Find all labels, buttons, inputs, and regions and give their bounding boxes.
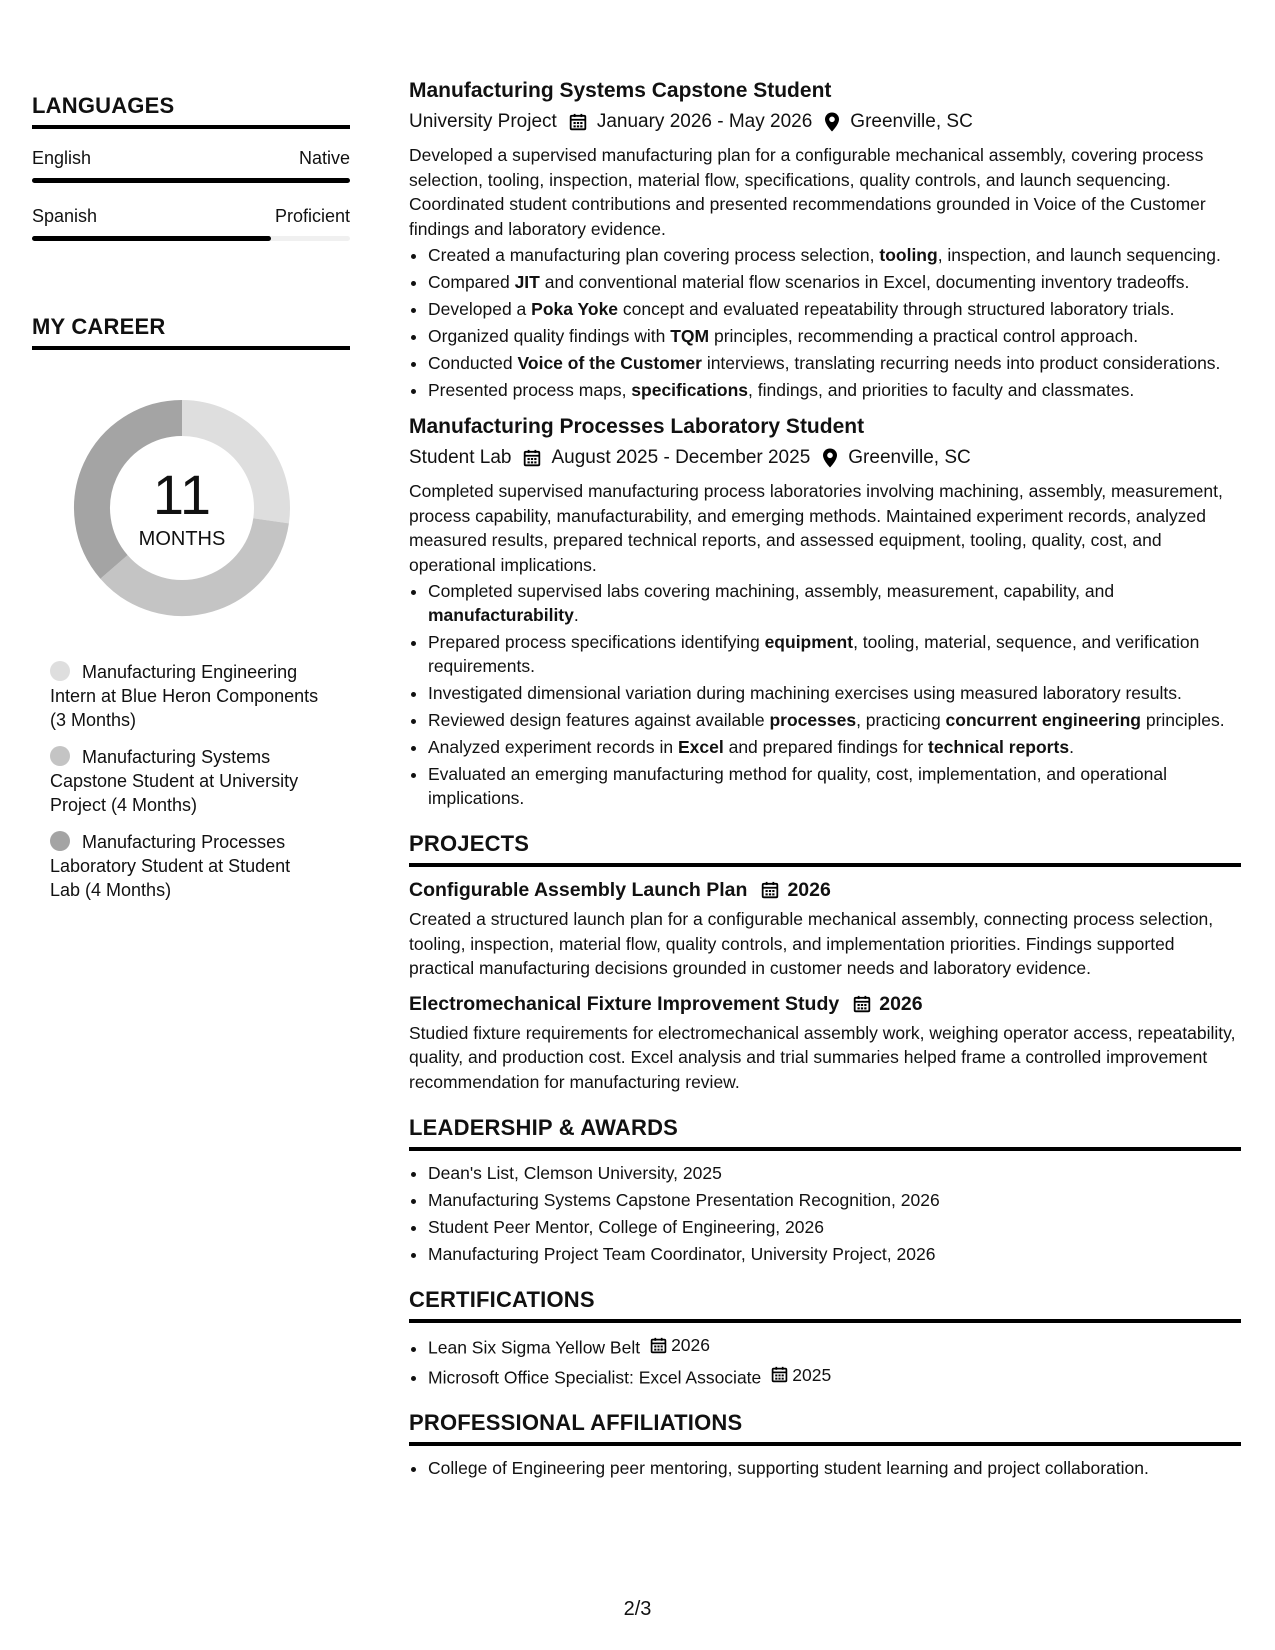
certification-name: Microsoft Office Specialist: Excel Associate — [428, 1367, 762, 1387]
certification-year: 2025 — [792, 1364, 832, 1385]
bullet-text: Compared — [428, 272, 515, 292]
bullet-item — [428, 351, 1241, 375]
language-bar-track — [32, 178, 350, 183]
bullet-text: and conventional material flow scenarios in Excel, documenting inventory tradeoffs. — [539, 272, 1190, 292]
bullet-text: and prepared findings for — [723, 737, 929, 757]
bullet-item — [428, 378, 1241, 402]
bullet-keyword: manufacturability — [428, 605, 574, 625]
bullet-text: interviews, translating recurring needs into product considerations. — [701, 353, 1221, 373]
bullet-keyword: TQM — [670, 326, 710, 346]
project-description: Created a structured launch plan for a configurable mechanical assembly, connecting process selection, tooling, inspection, material flow, quality controls, and implementation priorities. Findings supported practical manufacturing decisions grounded in customer needs and laboratory evidence. — [409, 909, 1214, 978]
job-organization: Student Lab — [409, 447, 512, 468]
leadership-item: • Student Peer Mentor, College of Engineering, 2026 — [428, 1215, 1241, 1239]
bullet-keyword: tooling — [879, 245, 938, 265]
language-bar-fill — [32, 178, 350, 183]
section-divider — [409, 863, 1241, 867]
bullet-text: . — [1069, 737, 1074, 757]
bullet-item — [428, 297, 1241, 321]
certification-date — [771, 1363, 831, 1387]
calendar-icon — [569, 113, 587, 131]
career-legend — [50, 660, 320, 902]
section-divider — [409, 1319, 1241, 1323]
language-item — [32, 205, 350, 241]
career-legend-item — [50, 830, 320, 902]
job-dates: August 2025 - December 2025 — [551, 447, 811, 468]
bullet-text: Developed a — [428, 299, 532, 319]
legend-swatch — [50, 661, 70, 681]
legend-label: Manufacturing Systems Capstone Student at University Project (4 Months) — [50, 747, 299, 815]
job-summary: Completed supervised manufacturing process laboratories involving machining, assembly, measurement, process capability, manufacturability, and emerging methods. Maintained experiment records, analyzed measured results, prepared technical reports, and assessed equipment, tooling, quality, cost, and operational implications. — [409, 481, 1223, 575]
career-legend-item — [50, 660, 320, 732]
bullet-item — [428, 681, 1241, 705]
job-dates: January 2026 - May 2026 — [596, 111, 813, 132]
calendar-icon — [761, 881, 779, 899]
language-item — [32, 147, 350, 183]
career-title: MY CAREER — [32, 314, 166, 339]
affiliations-list — [409, 1456, 1241, 1480]
bullet-text: Reviewed design features against available — [428, 710, 770, 730]
job-location: Greenville, SC — [848, 447, 971, 468]
bullet-text: Conducted — [428, 353, 518, 373]
bullet-text: principles. — [1141, 710, 1225, 730]
language-level: Native — [298, 148, 350, 168]
bullet-text: , practicing — [856, 710, 946, 730]
career-total-months: 11 — [152, 463, 212, 526]
bullet-text: Created a manufacturing plan covering process selection, — [428, 245, 880, 265]
language-name: English — [32, 148, 92, 168]
calendar-icon — [650, 1337, 667, 1354]
certification-year: 2026 — [671, 1335, 711, 1355]
language-name: Spanish — [32, 206, 98, 226]
certification-date — [650, 1333, 710, 1357]
bullet-item — [428, 735, 1241, 759]
projects-list — [409, 877, 1241, 1094]
job-title: Manufacturing Systems Capstone Student — [409, 79, 832, 102]
legend-label: Manufacturing Engineering Intern at Blue Heron Components (3 Months) — [50, 662, 319, 730]
bullet-text: Prepared process specifications identifying — [428, 632, 765, 652]
bullet-text: , inspection, and launch sequencing. — [937, 245, 1221, 265]
bullet-keyword: JIT — [514, 272, 540, 292]
affiliations-section — [409, 1409, 1241, 1480]
location-pin-icon — [822, 448, 838, 468]
certifications-title: CERTIFICATIONS — [409, 1287, 595, 1312]
bullet-item — [428, 243, 1241, 267]
job-bullets — [409, 579, 1241, 810]
section-divider — [32, 346, 350, 350]
leadership-item: • Manufacturing Project Team Coordinator, University Project, 2026 — [428, 1242, 1241, 1266]
bullet-keyword: equipment — [764, 632, 854, 652]
bullet-item — [428, 270, 1241, 294]
leadership-title: LEADERSHIP & AWARDS — [409, 1115, 679, 1140]
project-name: Configurable Assembly Launch Plan — [409, 879, 748, 901]
project-title — [409, 991, 1241, 1017]
bullet-text: Analyzed experiment records in — [428, 737, 678, 757]
project-title — [409, 877, 1241, 903]
leadership-item: • Dean's List, Clemson University, 2025 — [428, 1161, 1241, 1185]
bullet-keyword: technical reports — [928, 737, 1070, 757]
bullet-text: Completed supervised labs covering machining, assembly, measurement, capability, and — [428, 581, 1115, 601]
donut-center — [66, 392, 298, 624]
projects-title: PROJECTS — [409, 831, 530, 856]
project-description: Studied fixture requirements for electromechanical assembly work, weighing operator access, repeatability, quality, and production cost. Excel analysis and trial summaries helped frame a controlled improvement recommendation for manufacturing review. — [409, 1022, 1236, 1092]
calendar-icon — [771, 1366, 788, 1383]
leadership-section — [409, 1114, 1241, 1266]
bullet-item — [428, 630, 1241, 678]
experience-entry — [409, 78, 1241, 402]
certification-item — [428, 1333, 1241, 1360]
job-summary: Developed a supervised manufacturing plan for a configurable mechanical assembly, covering process selection, tooling, inspection, material flow, specifications, quality controls, and launch sequencing. Coordinated student contributions and presented recommendations grounded in Voice of the Customer findings and laboratory evidence. — [409, 145, 1206, 239]
sidebar — [32, 92, 350, 915]
bullet-text: Organized quality findings with — [428, 326, 671, 346]
project-year: 2026 — [879, 992, 923, 1015]
leadership-list — [409, 1161, 1241, 1266]
bullet-text: principles, recommending a practical control approach. — [709, 326, 1139, 346]
experience-entry — [409, 414, 1241, 810]
certification-name: Lean Six Sigma Yellow Belt — [428, 1337, 641, 1358]
main-content — [409, 78, 1241, 1483]
bullet-item — [428, 708, 1241, 732]
project-name: Electromechanical Fixture Improvement Study — [409, 992, 840, 1015]
affiliations-title: PROFESSIONAL AFFILIATIONS — [409, 1410, 743, 1435]
project-entry — [409, 991, 1241, 1095]
bullet-text: Evaluated an emerging manufacturing method for quality, cost, implementation, and operational implications. — [428, 764, 1167, 808]
bullet-keyword: specifications — [631, 380, 749, 400]
affiliation-item: • College of Engineering peer mentoring, supporting student learning and project collaboration. — [428, 1456, 1241, 1480]
certification-item — [428, 1363, 1241, 1390]
project-year: 2026 — [787, 879, 831, 901]
legend-label: Manufacturing Processes Laboratory Student at Student Lab (4 Months) — [50, 832, 291, 900]
experience-list — [409, 78, 1241, 810]
language-level: Proficient — [274, 206, 350, 226]
languages-title: LANGUAGES — [32, 93, 175, 118]
career-donut-chart — [66, 392, 298, 624]
bullet-text: Presented process maps, — [428, 380, 632, 400]
language-bar-track — [32, 236, 350, 241]
bullet-text: . — [573, 605, 579, 625]
job-bullets — [409, 243, 1241, 402]
projects-section — [409, 830, 1241, 1094]
project-entry — [409, 877, 1241, 981]
language-row — [32, 205, 350, 227]
bullet-item — [428, 324, 1241, 348]
bullet-item — [428, 579, 1241, 627]
language-row — [32, 147, 350, 169]
career-total-unit: MONTHS — [138, 528, 226, 550]
bullet-keyword: processes — [769, 710, 857, 730]
bullet-item — [428, 762, 1241, 810]
certifications-section — [409, 1286, 1241, 1389]
bullet-text: concept and evaluated repeatability through structured laboratory trials. — [618, 299, 1175, 319]
bullet-text: Investigated dimensional variation during machining exercises using measured laboratory results. — [428, 683, 1182, 703]
calendar-icon — [853, 995, 871, 1013]
section-divider — [409, 1147, 1241, 1151]
leadership-item: • Manufacturing Systems Capstone Presentation Recognition, 2026 — [428, 1188, 1241, 1212]
language-bar-fill — [32, 236, 271, 241]
career-legend-item — [50, 745, 320, 817]
legend-swatch — [50, 746, 70, 766]
job-location: Greenville, SC — [850, 111, 973, 132]
job-organization: University Project — [409, 111, 557, 132]
bullet-text: , findings, and priorities to faculty and classmates. — [748, 380, 1135, 400]
languages-list — [32, 147, 350, 241]
location-pin-icon — [824, 112, 840, 132]
calendar-icon — [523, 449, 541, 467]
job-meta — [409, 445, 1241, 471]
job-meta — [409, 109, 1241, 135]
bullet-text: , tooling, material, sequence, and verification requirements. — [428, 632, 1200, 676]
bullet-keyword: Poka Yoke — [531, 299, 619, 319]
section-divider — [32, 125, 350, 129]
bullet-keyword: Excel — [677, 737, 724, 757]
legend-swatch — [50, 831, 70, 851]
bullet-keyword: Voice of the Customer — [517, 353, 702, 373]
job-title: Manufacturing Processes Laboratory Student — [409, 415, 865, 438]
certifications-list — [409, 1333, 1241, 1389]
section-divider — [409, 1442, 1241, 1446]
page-number: 2/3 — [623, 1598, 652, 1620]
bullet-keyword: concurrent engineering — [945, 710, 1141, 730]
